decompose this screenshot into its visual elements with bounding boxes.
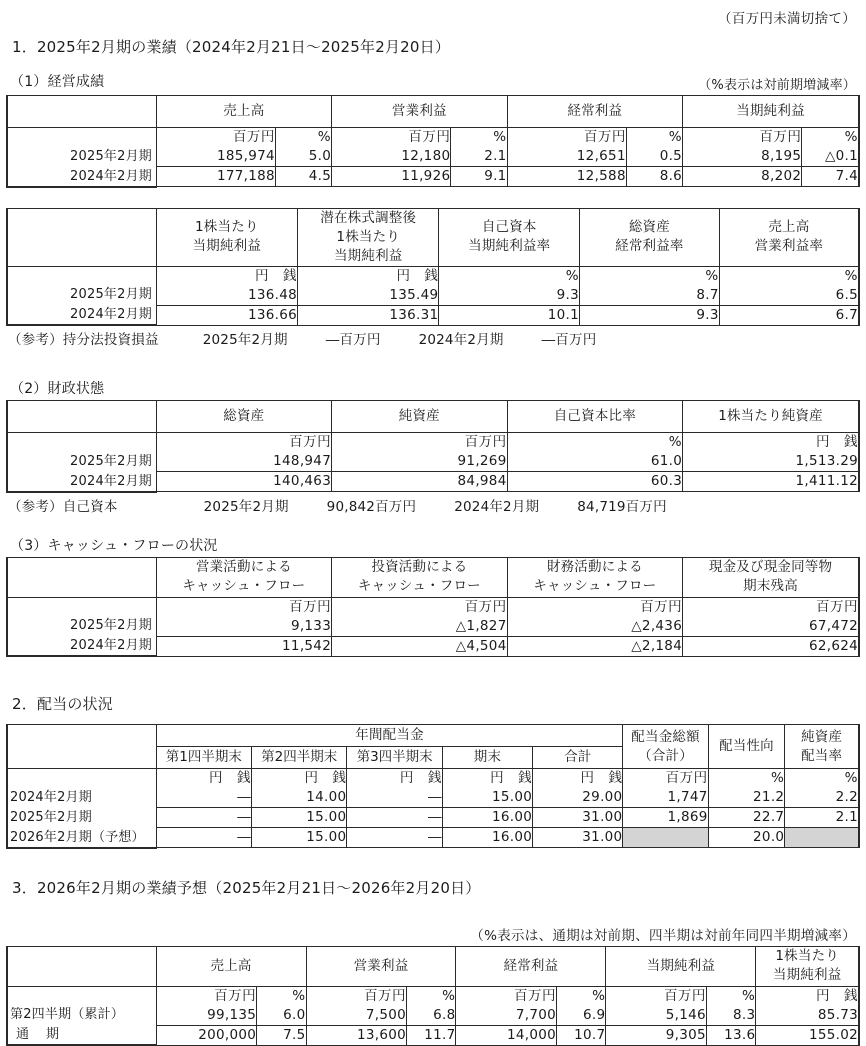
equity-method-reference	[8, 328, 860, 348]
row-label: 2025年2月期	[6, 285, 158, 305]
section3-title: 3．2026年2月期の業績予想（2025年2月21日～2026年2月20日）	[12, 877, 860, 898]
header-year-end: 期末	[442, 747, 532, 769]
corner-cell	[7, 96, 156, 128]
cell-value: 11,926	[332, 167, 451, 187]
cell-value: 177,188	[156, 167, 275, 187]
header-line: 財務活動による	[508, 558, 683, 577]
cell-value: 29.00	[533, 788, 623, 808]
cell-value: 2.1	[785, 808, 859, 828]
corner-cell	[7, 725, 156, 769]
cell-value: 20.0	[708, 828, 785, 848]
section3-note: （%表示は、通期は対前期、四半期は対前年同四半期増減率）	[6, 924, 860, 944]
unit-cell: 百万円	[306, 986, 407, 1006]
cell-value: 12,180	[332, 147, 451, 167]
spacer	[6, 849, 860, 877]
header-investing-cf	[332, 557, 508, 597]
header-line: 当期純利益	[157, 237, 297, 256]
header-roe	[439, 208, 580, 266]
header-line: 配当金総額	[623, 728, 707, 747]
cell-value: 6.7	[719, 305, 859, 325]
cell-value: ―	[347, 808, 442, 828]
unit-cell: %	[451, 128, 507, 148]
row-label: 2024年2月期	[6, 167, 158, 187]
cell-value: 2.1	[451, 147, 507, 167]
table-unit-row	[7, 128, 859, 148]
cell-value: 15.00	[442, 788, 532, 808]
spacer	[6, 657, 860, 693]
header-line: 1株当たり	[756, 947, 858, 966]
section1-sub4-title: （3）キャッシュ・フローの状況	[10, 535, 218, 555]
row-label: 2025年2月期	[6, 452, 158, 472]
header-payout-ratio: 配当性向	[708, 725, 785, 769]
header-diluted-eps	[298, 208, 439, 266]
header-line: 自己資本	[439, 218, 579, 237]
reference-value-2: ―百万円	[542, 332, 597, 348]
cell-value: 2.2	[785, 788, 859, 808]
cell-value: 22.7	[708, 808, 785, 828]
row-labels-block	[6, 1005, 158, 1045]
row-label: 2024年2月期	[6, 636, 158, 656]
unit-cell: 百万円	[456, 986, 557, 1006]
header-line: 配当率	[785, 747, 858, 766]
header-line: 純資産	[785, 728, 858, 747]
unit-cell: %	[785, 769, 859, 789]
cell-value: 7.4	[802, 167, 859, 187]
unit-cell: %	[407, 986, 456, 1006]
cell-value: △2,184	[507, 636, 683, 656]
unit-cell: 百万円	[156, 433, 332, 453]
reference-label: （参考）自己資本	[8, 499, 118, 515]
spacer	[6, 61, 860, 71]
cell-value: 21.2	[708, 788, 785, 808]
header-line: 当期純利益	[756, 966, 858, 985]
cell-value: 5.0	[275, 147, 331, 167]
cell-value: 9.3	[580, 305, 720, 325]
cell-value: △4,504	[332, 636, 508, 656]
reference-value-1: 90,842百万円	[327, 499, 417, 515]
unit-cell: 百万円	[683, 128, 802, 148]
header-total: 合計	[533, 747, 623, 769]
header-line: 売上高	[720, 218, 858, 237]
unit-cell: %	[626, 128, 682, 148]
cell-value: 7,700	[456, 1006, 557, 1026]
header-operating-profit: 営業利益	[332, 96, 507, 128]
unit-cell: 百万円	[332, 597, 508, 617]
reference-period-1: 2025年2月期	[204, 499, 289, 515]
header-line: 現金及び現金同等物	[683, 558, 858, 577]
cell-value: 10.1	[439, 305, 580, 325]
header-q1-end: 第1四半期末	[156, 747, 251, 769]
table-unit-row	[7, 433, 859, 453]
header-roa	[580, 208, 720, 266]
cell-value-shaded	[623, 828, 708, 848]
table-header-row	[7, 401, 859, 433]
cell-value: 85.73	[756, 1006, 859, 1026]
header-annual-dividend: 年間配当金	[156, 725, 623, 747]
header-line: 総資産	[580, 218, 719, 237]
unit-cell: 円 銭	[347, 769, 442, 789]
unit-cell: 円 銭	[683, 433, 859, 453]
header-operating-profit: 営業利益	[306, 946, 456, 986]
cell-value: ―	[156, 828, 251, 848]
section1-sub1-title: （1）経営成績	[10, 71, 104, 91]
spacer	[6, 902, 860, 924]
cell-value: 1,747	[623, 788, 708, 808]
unit-cell: 百万円	[332, 128, 451, 148]
table-header-row	[7, 557, 859, 597]
unit-cell: %	[557, 986, 606, 1006]
header-net-income: 当期純利益	[606, 946, 756, 986]
cell-value: 14,000	[456, 1025, 557, 1045]
spacer	[6, 188, 860, 208]
unit-cell: 百万円	[507, 597, 683, 617]
unit-cell: 百万円	[606, 986, 707, 1006]
header-total-dividend	[623, 725, 708, 769]
rounding-note: （百万円未満切捨て）	[6, 7, 860, 27]
cell-value: ―	[347, 828, 442, 848]
equity-reference	[8, 495, 860, 515]
cell-value: 62,624	[683, 636, 859, 656]
table-unit-row	[7, 986, 859, 1006]
section1-title: 1．2025年2月期の業績（2024年2月21日～2025年2月20日）	[12, 36, 860, 57]
unit-cell: %	[719, 266, 859, 286]
cell-value: 31.00	[533, 808, 623, 828]
header-line: 当期純利益	[298, 247, 438, 266]
row-label: 通 期	[6, 1025, 158, 1045]
cell-value: 6.8	[407, 1006, 456, 1026]
cell-value: 9,133	[156, 617, 332, 637]
header-operating-cf	[156, 557, 332, 597]
cell-value: ―	[347, 788, 442, 808]
header-line: キャッシュ・フロー	[508, 577, 683, 596]
unit-cell: 百万円	[156, 986, 257, 1006]
cell-value: 1,411.12	[683, 472, 859, 492]
header-operating-margin	[719, 208, 859, 266]
cell-value: 185,974	[156, 147, 275, 167]
table-header-row	[7, 725, 859, 747]
cell-value: 7,500	[306, 1006, 407, 1026]
header-q2-end: 第2四半期末	[252, 747, 347, 769]
cell-value: 136.66	[156, 305, 297, 325]
unit-cell: %	[507, 433, 683, 453]
header-line: 潜在株式調整後	[298, 209, 438, 228]
unit-cell: 円 銭	[442, 769, 532, 789]
header-q3-end: 第3四半期末	[347, 747, 442, 769]
header-dividend-on-equity	[785, 725, 859, 769]
cell-value: △2,436	[507, 617, 683, 637]
cell-value: 5,146	[606, 1006, 707, 1026]
row-label: 2025年2月期	[6, 808, 158, 828]
header-total-assets: 総資産	[156, 401, 332, 433]
cell-value: 136.31	[298, 305, 439, 325]
cell-value-shaded	[785, 828, 859, 848]
header-line: 当期純利益率	[439, 237, 579, 256]
row-label: 2025年2月期	[6, 616, 158, 636]
corner-cell	[7, 401, 156, 433]
reference-period-2: 2024年2月期	[454, 499, 539, 515]
reference-period-1: 2025年2月期	[203, 332, 288, 348]
unit-cell: 円 銭	[298, 266, 439, 286]
cell-value: 9,305	[606, 1025, 707, 1045]
header-eps	[756, 946, 859, 986]
cell-value: 84,984	[332, 472, 508, 492]
row-labels-block	[6, 147, 158, 187]
unit-cell: %	[706, 986, 755, 1006]
section1-sub1-header	[6, 71, 860, 93]
cell-value: 6.0	[257, 1006, 306, 1026]
cell-value: 13,600	[306, 1025, 407, 1045]
corner-cell	[7, 557, 156, 597]
unit-cell: 百万円	[623, 769, 708, 789]
table-header-row	[7, 208, 859, 266]
header-net-sales: 売上高	[156, 96, 331, 128]
unit-cell: %	[275, 128, 331, 148]
reference-period-2: 2024年2月期	[419, 332, 504, 348]
table-header-row	[7, 96, 859, 128]
cell-value: 8.6	[626, 167, 682, 187]
cell-value: ―	[156, 808, 251, 828]
row-label: 2024年2月期	[6, 788, 158, 808]
earnings-report-page	[0, 7, 866, 1046]
cell-value: 8,202	[683, 167, 802, 187]
cell-value: 11.7	[407, 1025, 456, 1045]
reference-label: （参考）持分法投資損益	[8, 332, 159, 348]
row-label: 2024年2月期	[6, 472, 158, 492]
row-label: 2024年2月期	[6, 305, 158, 325]
cell-value: 67,472	[683, 617, 859, 637]
table-header-row	[7, 946, 859, 986]
row-labels-block	[6, 285, 158, 325]
table-unit-row	[7, 266, 859, 286]
corner-cell	[7, 208, 156, 266]
header-equity-ratio: 自己資本比率	[507, 401, 683, 433]
cell-value: 13.6	[706, 1025, 755, 1045]
unit-cell: 百万円	[156, 128, 275, 148]
spacer	[6, 515, 860, 535]
cell-value: 7.5	[257, 1025, 306, 1045]
cell-value: 10.7	[557, 1025, 606, 1045]
header-net-sales: 売上高	[156, 946, 306, 986]
header-ordinary-profit: 経常利益	[507, 96, 682, 128]
unit-cell: 百万円	[156, 597, 332, 617]
cell-value: 99,135	[156, 1006, 257, 1026]
unit-cell: 円 銭	[756, 986, 859, 1006]
cell-value: 140,463	[156, 472, 332, 492]
unit-cell: 円 銭	[156, 266, 297, 286]
header-bps: 1株当たり純資産	[683, 401, 859, 433]
cell-value: 0.5	[626, 147, 682, 167]
header-financing-cf	[507, 557, 683, 597]
cell-value: 91,269	[332, 452, 508, 472]
unit-cell: %	[708, 769, 785, 789]
cell-value: 1,869	[623, 808, 708, 828]
header-cash-balance	[683, 557, 859, 597]
unit-cell: 円 銭	[252, 769, 347, 789]
row-labels-block	[6, 616, 158, 656]
table-unit-row	[7, 769, 859, 789]
cell-value: 15.00	[252, 828, 347, 848]
header-line: 投資活動による	[332, 558, 507, 577]
header-eps	[156, 208, 297, 266]
cell-value: 60.3	[507, 472, 683, 492]
cell-value: 1,513.29	[683, 452, 859, 472]
header-net-income: 当期純利益	[683, 96, 859, 128]
header-line: 営業活動による	[157, 558, 332, 577]
cell-value: 155.02	[756, 1025, 859, 1045]
unit-cell: %	[802, 128, 859, 148]
reference-value-1: ―百万円	[326, 332, 381, 348]
unit-cell: 百万円	[332, 433, 508, 453]
cell-value: 135.49	[298, 286, 439, 306]
cell-value: 12,651	[507, 147, 626, 167]
row-label: 2026年2月期（予想）	[6, 828, 158, 848]
cell-value: 148,947	[156, 452, 332, 472]
section1-sub1-note: （%表示は対前期増減率）	[698, 74, 860, 93]
header-line: 期末残高	[683, 577, 858, 596]
header-line: 1株当たり	[157, 218, 297, 237]
cell-value: 200,000	[156, 1025, 257, 1045]
header-line: キャッシュ・フロー	[157, 577, 332, 596]
cell-value: 6.9	[557, 1006, 606, 1026]
header-line: キャッシュ・フロー	[332, 577, 507, 596]
cell-value: 15.00	[252, 808, 347, 828]
cell-value: 4.5	[275, 167, 331, 187]
unit-cell: %	[439, 266, 580, 286]
header-line: 営業利益率	[720, 237, 858, 256]
section2-title: 2．配当の状況	[12, 693, 860, 714]
spacer	[6, 348, 860, 378]
unit-cell: %	[257, 986, 306, 1006]
cell-value: 31.00	[533, 828, 623, 848]
unit-cell: 円 銭	[533, 769, 623, 789]
row-labels-block	[6, 788, 158, 848]
cell-value: ―	[156, 788, 251, 808]
header-line: 1株当たり	[298, 228, 438, 247]
cell-value: 8.7	[580, 286, 720, 306]
cell-value: 6.5	[719, 286, 859, 306]
corner-cell	[7, 946, 156, 986]
row-label: 2025年2月期	[6, 147, 158, 167]
cell-value: 11,542	[156, 636, 332, 656]
cell-value: 12,588	[507, 167, 626, 187]
cell-value: 14.00	[252, 788, 347, 808]
cell-value: 61.0	[507, 452, 683, 472]
table-unit-row	[7, 597, 859, 617]
cell-value: △0.1	[802, 147, 859, 167]
cell-value: 16.00	[442, 828, 532, 848]
reference-value-2: 84,719百万円	[577, 499, 667, 515]
unit-cell: %	[580, 266, 720, 286]
row-label: 第2四半期（累計）	[6, 1005, 158, 1025]
header-net-assets: 純資産	[332, 401, 508, 433]
cell-value: 9.1	[451, 167, 507, 187]
cell-value: △1,827	[332, 617, 508, 637]
unit-cell: 百万円	[507, 128, 626, 148]
cell-value: 136.48	[156, 286, 297, 306]
header-line: 経常利益率	[580, 237, 719, 256]
unit-cell: 百万円	[683, 597, 859, 617]
cell-value: 8.3	[706, 1006, 755, 1026]
header-ordinary-profit: 経常利益	[456, 946, 606, 986]
section1-sub3-title: （2）財政状態	[10, 378, 104, 398]
unit-cell: 円 銭	[156, 769, 251, 789]
cell-value: 9.3	[439, 286, 580, 306]
header-line: （合計）	[623, 747, 707, 766]
cell-value: 8,195	[683, 147, 802, 167]
cell-value: 16.00	[442, 808, 532, 828]
row-labels-block	[6, 452, 158, 492]
